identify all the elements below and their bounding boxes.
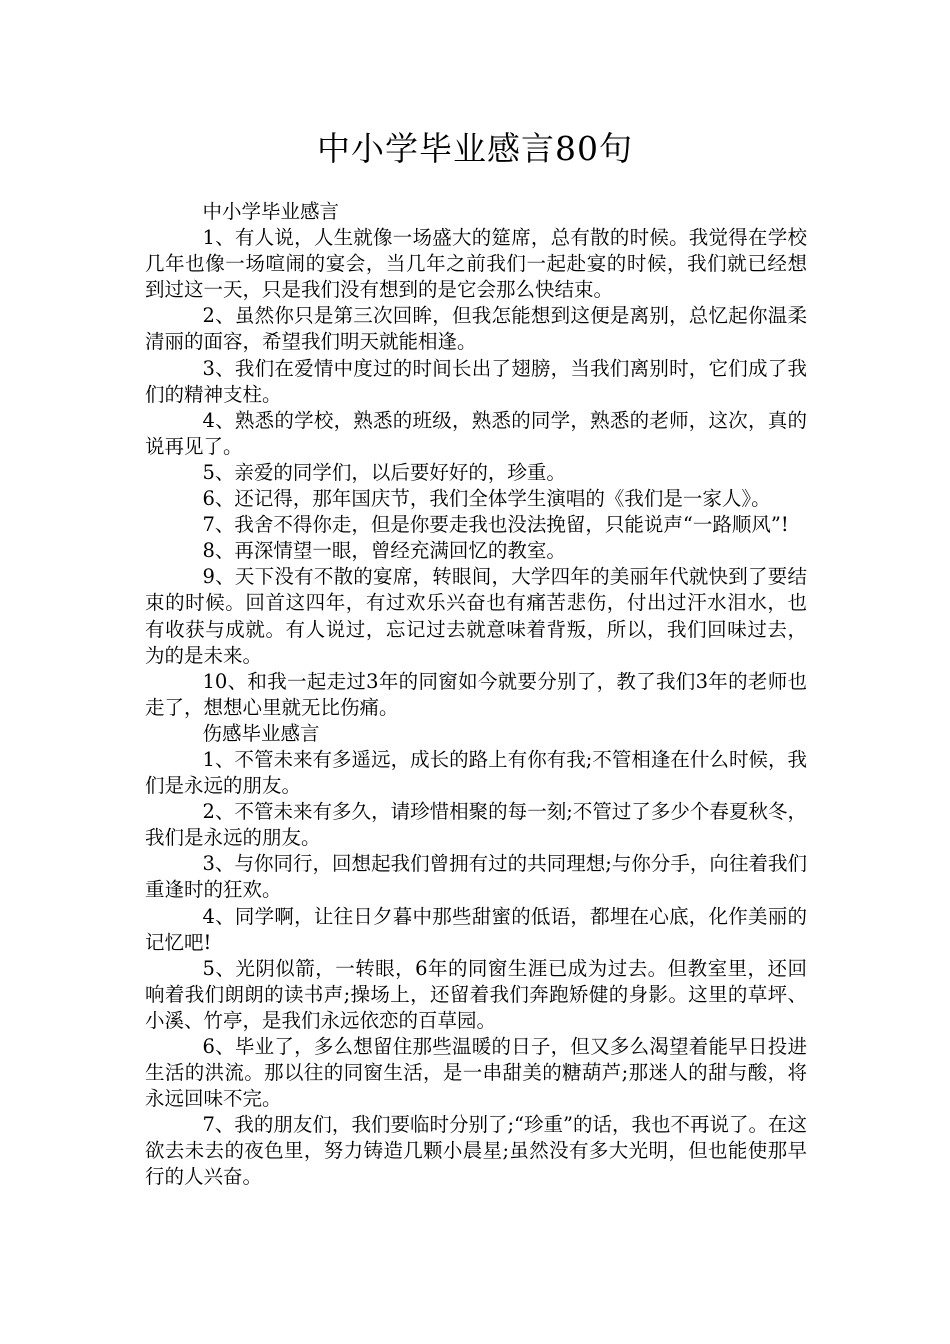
paragraph: 4、同学啊，让往日夕暮中那些甜蜜的低语，都埋在心底，化作美丽的记忆吧!	[145, 904, 807, 954]
paragraph: 2、虽然你只是第三次回眸，但我怎能想到这便是离别，总忆起你温柔清丽的面容，希望我们明天就能相逢。	[145, 304, 807, 354]
document-title: 中小学毕业感言80句	[317, 129, 633, 168]
section-heading: 伤感毕业感言	[202, 721, 320, 745]
document-body	[145, 199, 807, 1191]
paragraph: 1、有人说，人生就像一场盛大的筵席，总有散的时候。我觉得在学校几年也像一场喧闹的宴会，当几年之前我们一起赴宴的时候，我们就已经想到过这一天，只是我们没有想到的是它会那么快结束。	[145, 226, 807, 302]
paragraph: 10、和我一起走过3年的同窗如今就要分别了，教了我们3年的老师也走了，想想心里就无比伤痛。	[145, 669, 807, 719]
paragraph: 2、不管未来有多久，请珍惜相聚的每一刻;不管过了多少个春夏秋冬，我们是永远的朋友。	[145, 800, 807, 850]
paragraph: 3、我们在爱情中度过的时间长出了翅膀，当我们离别时，它们成了我们的精神支柱。	[145, 356, 807, 406]
paragraph: 7、我舍不得你走，但是你要走我也没法挽留，只能说声“一路顺风”!	[202, 513, 789, 537]
paragraph: 6、毕业了，多么想留住那些温暖的日子，但又多么渴望着能早日投进生活的洪流。那以往的同窗生活，是一串甜美的糖葫芦;那迷人的甜与酸，将永远回味不完。	[145, 1035, 807, 1111]
paragraph: 4、熟悉的学校，熟悉的班级，熟悉的同学，熟悉的老师，这次，真的说再见了。	[145, 408, 807, 458]
paragraph: 8、再深情望一眼，曾经充满回忆的教室。	[202, 539, 566, 563]
paragraph: 1、不管未来有多遥远，成长的路上有你有我;不管相逢在什么时候，我们是永远的朋友。	[145, 747, 807, 798]
paragraph: 9、天下没有不散的宴席，转眼间，大学四年的美丽年代就快到了要结束的时候。回首这四年，有过欢乐兴奋也有痛苦悲伤，付出过汗水泪水，也有收获与成就。有人说过，忘记过去就意味着背叛，所以，我们回味过去，为的是未来。	[145, 565, 807, 667]
paragraph: 6、还记得，那年国庆节，我们全体学生演唱的《我们是一家人》。	[202, 487, 771, 511]
paragraph: 7、我的朋友们，我们要临时分别了;“珍重”的话，我也不再说了。在这欲去未去的夜色里，努力铸造几颗小晨星;虽然没有多大光明，但也能使那早行的人兴奋。	[145, 1113, 807, 1189]
paragraph: 3、与你同行，回想起我们曾拥有过的共同理想;与你分手，向往着我们重逢时的狂欢。	[145, 852, 807, 902]
section-heading: 中小学毕业感言	[202, 200, 340, 223]
paragraph: 5、光阴似箭，一转眼，6年的同窗生涯已成为过去。但教室里，还回响着我们朗朗的读书声;操场上，还留着我们奔跑矫健的身影。这里的草坪、小溪、竹亭，是我们永远依恋的百草园。	[145, 956, 807, 1032]
paragraph: 5、亲爱的同学们，以后要好好的，珍重。	[202, 460, 566, 484]
